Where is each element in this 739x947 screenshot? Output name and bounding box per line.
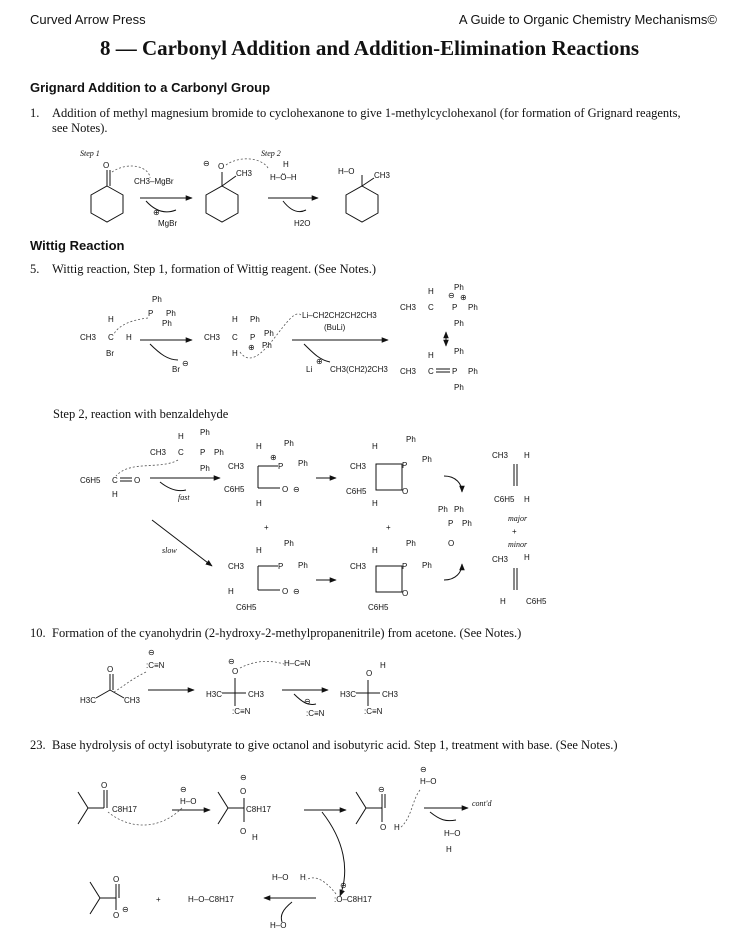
minor-h1: H [524,553,530,562]
hydroxide-product: H–O [444,829,461,838]
ylene-p: P [452,367,458,376]
carboxylate-o2: O [113,911,120,920]
water-reactant: H–Ö–H [270,173,297,182]
ylide-p: P [452,303,458,312]
oxide-p: P [448,519,454,528]
oxide-ph3: Ph [462,519,472,528]
butyllithium: Li–CH2CH2CH2CH3 [302,311,377,320]
step2-ylide-ch3: CH3 [150,448,167,457]
minor-h2: H [500,597,506,606]
minor-c6h5: C6H5 [526,597,547,606]
svg-text:⊖: ⊖ [420,765,427,774]
plus-sign: + [264,523,269,532]
alkoxide-oxygen: O [218,162,225,171]
svg-text:⊕: ⊕ [248,343,255,352]
major-ch3: CH3 [492,451,509,460]
proton-h: H [283,160,289,169]
oxaphos-c6h5: C6H5 [346,487,367,496]
svg-text:⊕: ⊕ [316,357,323,366]
cyanide-product: :C≡N [306,709,325,718]
mgbr-byproduct: MgBr [158,219,178,228]
item-number: 5. [30,262,40,276]
ylide-ch3: CH3 [400,303,417,312]
oxaphos-b-h: H [372,546,378,555]
cyanohydrin-h3c: H3C [340,690,357,699]
bromide-carbon: C [108,333,114,342]
svg-text:⊖: ⊖ [203,159,210,168]
ylide-ph3: Ph [454,319,464,328]
oxaphos-ph2: Ph [422,455,432,464]
betaine-b-o: O [282,587,289,596]
betaine-p: P [278,462,284,471]
acetone-h3c: H3C [80,696,97,705]
ylide-h: H [428,287,434,296]
alkoxide-methyl: CH3 [236,169,253,178]
acetone-o: O [107,665,114,674]
step2-label: Step 2 [261,149,281,158]
betaine-b-c6h5: C6H5 [236,603,257,612]
svg-text:⊖: ⊖ [340,881,347,890]
oxaphos-ch3: CH3 [350,462,367,471]
benzaldehyde-h: H [112,490,118,499]
slow-label: slow [162,546,177,555]
svg-text:⊖: ⊖ [293,587,300,596]
octanol-product: H–O–C8H17 [188,895,234,904]
betaine-ph2: Ph [298,459,308,468]
plus-sign: + [156,895,161,904]
oxaphos-b-p: P [402,562,408,571]
svg-text:⊖: ⊖ [304,697,311,706]
oxide-ph2: Ph [454,505,464,514]
betaine-b-h2: H [228,587,234,596]
betaine-h2: H [256,499,262,508]
minor-label: minor [508,540,528,549]
ylide-c: C [428,303,434,312]
carboxylate-o1: O [113,875,120,884]
ylene-ch3: CH3 [400,367,417,376]
header-book-title: A Guide to Organic Chemistry Mechanisms© [458,12,717,27]
major-c6h5: C6H5 [494,495,515,504]
water-bottom: H–O [272,873,289,882]
section-heading-grignard: Grignard Addition to a Carbonyl Group [30,80,271,95]
phosphonium-h2: H [232,349,238,358]
alkoxide-h3c: H3C [206,690,223,699]
ester-o: O [101,781,108,790]
cyanohydrin-o: O [366,669,373,678]
bromide-br: Br [106,349,114,358]
lithium-ion: Li [306,365,313,374]
buli-abbrev: (BuLi) [324,323,346,332]
item-number: 10. [30,626,46,640]
step2-ylide-ph1: Ph [200,428,210,437]
step2-ylide-ph3: Ph [200,464,210,473]
betaine-b-p: P [278,562,284,571]
betaine-c6h5: C6H5 [224,485,245,494]
step2-ylide-p: P [200,448,206,457]
betaine-b-ph1: Ph [284,539,294,548]
phosphine-ph1: Ph [152,295,162,304]
wittig-step2-scheme [80,428,547,612]
ester-hydrolysis-scheme [78,765,492,930]
acetone-ch3: CH3 [124,696,141,705]
water-product: H2O [294,219,311,228]
phosphonium-p: P [250,333,256,342]
svg-text:⊖: ⊖ [182,359,189,368]
item-23-line: Base hydrolysis of octyl isobutyrate to give octanol and isobutyric acid. Step 1, treatment with base. (See Notes.) [52,738,618,752]
tetrahedral-h: H [252,833,258,842]
water-bottom-h: H [300,873,306,882]
grignard-reagent: CH3–MgBr [134,177,174,186]
ester-chain: C8H17 [112,805,137,814]
item-1-line2: see Notes). [52,121,108,135]
cyanohydrin-h: H [380,661,386,670]
benzaldehyde-c: C [112,476,118,485]
svg-text:⊖: ⊖ [148,648,155,657]
benzaldehyde-c6h5: C6H5 [80,476,101,485]
svg-text:⊖: ⊖ [293,485,300,494]
phosphonium-ph2: Ph [264,329,274,338]
ylene-ph1: Ph [454,347,464,356]
oxaphos-b-ph2: Ph [422,561,432,570]
phosphine-ph2: Ph [166,309,176,318]
tetrahedral-o: O [240,787,247,796]
plus-sign: + [512,527,517,536]
header-publisher: Curved Arrow Press [30,12,146,27]
ylene-h: H [428,351,434,360]
cyanohydrin-scheme [80,648,399,718]
item-number: 1. [30,106,40,120]
major-h2: H [524,495,530,504]
alcohol-methyl: CH3 [374,171,391,180]
oxaphos-h2: H [372,499,378,508]
item-number: 23. [30,738,46,752]
bromomethane-left: CH3 [80,333,97,342]
phosphonium-ph3: Ph [262,341,272,350]
bromide-h: H [126,333,132,342]
step2-ylide-c: C [178,448,184,457]
cyanide-ion: :C≡N [146,661,165,670]
ketone-oxygen: O [103,161,110,170]
acid-h: H [394,823,400,832]
item-1-line1: Addition of methyl magnesium bromide to cyclohexanone to give 1-methylcyclohexanol (for formation of Grignard reagents, [52,106,681,120]
section-heading-wittig: Wittig Reaction [30,238,125,253]
svg-text:⊖: ⊖ [228,657,235,666]
fast-label: fast [178,493,190,502]
octoxide-ion: :O–C8H17 [334,895,372,904]
item-10-line: Formation of the cyanohydrin (2-hydroxy-2-methylpropanenitrile) from acetone. (See Notes.) [52,626,522,640]
oxaphos-h: H [372,442,378,451]
hydroxide-reactant: H–O [180,797,197,806]
item-5-line: Wittig reaction, Step 1, formation of Wittig reagent. (See Notes.) [52,262,377,276]
cyanohydrin-cn: :C≡N [364,707,383,716]
betaine-b-ch3: CH3 [228,562,245,571]
step2-ylide-ph2: Ph [214,448,224,457]
hydroxide-h: H [446,845,452,854]
bromide-h-top: H [108,315,114,324]
hydroxide-bottom: H–O [270,921,287,930]
tetrahedral-oh: O [240,827,247,836]
oxaphos-b-ph1: Ph [406,539,416,548]
bromide-ion: Br [172,365,180,374]
ylide-ph1: Ph [454,283,464,292]
betaine-ph1: Ph [284,439,294,448]
wittig-step1-scheme [80,283,478,392]
svg-text:⊖: ⊖ [378,785,385,794]
cyanohydrin-ch3: CH3 [382,690,399,699]
betaine-b-h: H [256,546,262,555]
phosphonium-h1: H [232,315,238,324]
phosphonium-ch3: CH3 [204,333,221,342]
alcohol-oh: H–O [338,167,355,176]
oxaphos-b-o: O [402,589,409,598]
ylene-c: C [428,367,434,376]
oxaphos-b-ch3: CH3 [350,562,367,571]
hcn-reactant: H–C≡N [284,659,311,668]
svg-text:⊖: ⊖ [180,785,187,794]
alkoxide-cn: :C≡N [232,707,251,716]
phosphine-p: P [148,309,154,318]
acid-o: O [380,823,387,832]
svg-text:⊖: ⊖ [240,773,247,782]
hydroxide-right: H–O [420,777,437,786]
svg-text:⊕: ⊕ [460,293,467,302]
ylene-ph2: Ph [468,367,478,376]
phosphine-ph3: Ph [162,319,172,328]
alkoxide-ch3: CH3 [248,690,265,699]
oxaphos-o: O [402,487,409,496]
betaine-b-ph2: Ph [298,561,308,570]
phosphonium-ph1: Ph [250,315,260,324]
svg-text:⊕: ⊕ [270,453,277,462]
minor-ch3: CH3 [492,555,509,564]
major-h1: H [524,451,530,460]
page-title: 8 — Carbonyl Addition and Addition-Elimination Reactions [99,36,640,60]
item-5-step2-text: Step 2, reaction with benzaldehyde [53,407,229,421]
ylide-ph2: Ph [468,303,478,312]
benzaldehyde-o: O [134,476,141,485]
continued-label: cont'd [472,799,492,808]
oxide-ph1: Ph [438,505,448,514]
phosphonium-c: C [232,333,238,342]
oxide-o: O [448,539,455,548]
alkoxide-o: O [232,667,239,676]
step2-ylide-h: H [178,432,184,441]
betaine-h: H [256,442,262,451]
svg-text:⊖: ⊖ [448,291,455,300]
tetrahedral-chain: C8H17 [246,805,271,814]
svg-text:⊕: ⊕ [153,208,160,217]
ylene-ph3: Ph [454,383,464,392]
betaine-o: O [282,485,289,494]
oxaphos-ph1: Ph [406,435,416,444]
oxaphos-p: P [402,461,408,470]
grignard-scheme [80,149,391,228]
betaine-ch3: CH3 [228,462,245,471]
major-label: major [508,514,528,523]
plus-sign: + [386,523,391,532]
butane-product: CH3(CH2)2CH3 [330,365,388,374]
oxaphos-b-c6h5: C6H5 [368,603,389,612]
step1-label: Step 1 [80,149,100,158]
svg-text:⊖: ⊖ [122,905,129,914]
